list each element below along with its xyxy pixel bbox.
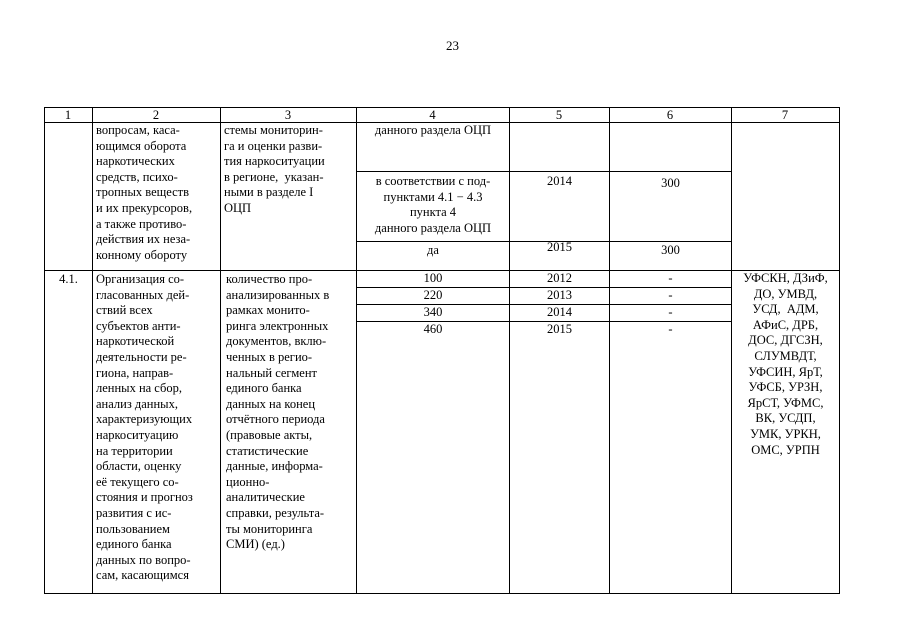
value-cell: 340 — [423, 305, 443, 319]
year-cell: 2015 — [547, 240, 572, 254]
value-cell: 300 — [661, 243, 680, 257]
continued-description: вопросам, каса- ющимся оборота наркотических средств, психо- тропных веществ и их прекурсоров, а также противо- действия их неза- конному обороту — [96, 123, 193, 262]
column-header: 6 — [666, 108, 674, 122]
column-divider — [220, 107, 221, 594]
column-divider — [44, 107, 45, 594]
year-cell: 2015 — [547, 322, 572, 336]
page-number: 23 — [446, 38, 459, 53]
value-cell: 220 — [423, 288, 443, 302]
column-header: 5 — [555, 108, 563, 122]
value-cell: 460 — [423, 322, 443, 336]
table-bottom-border — [44, 593, 840, 594]
funding-cell: - — [668, 288, 673, 302]
value-cell: 300 — [661, 176, 680, 190]
funding-cell: - — [668, 322, 673, 336]
column-divider — [839, 107, 840, 594]
indicator-cell: данного раздела ОЦП — [374, 123, 492, 137]
funding-cell: - — [668, 305, 673, 319]
column-divider — [92, 107, 93, 594]
indicator-cell: в соответствии с под- пунктами 4.1 − 4.3 пункта 4 данного раздела ОЦП — [374, 174, 492, 235]
document-table — [44, 107, 840, 593]
column-header: 7 — [781, 108, 789, 122]
item-number: 4.1. — [59, 272, 78, 286]
item-description: Организация со- гласованных дей- ствий всех субъектов анти- наркотической деятельности ре- гиона, направ- ленных на сбор, анализ данных, характеризующих наркоситуацию на территории области, оценку её текущего со- стояния и прогноз развития с ис- пользованием единого банка данных по вопро- сам, касающимся — [96, 272, 193, 583]
column-header: 4 — [429, 108, 436, 122]
year-cell: 2014 — [547, 174, 572, 188]
executors-list: УФСКН, ДЗиФ, ДО, УМВД, УСД, АДМ, АФиС, ДРБ, ДОС, ДГСЗН, СЛУМВДТ, УФСИН, ЯрТ, УФСБ, УРЗН, ЯрСТ, УФМС, ВК, УСДП, УМК, УРКН, ОМС, УРПН — [743, 271, 828, 457]
column-header: 3 — [284, 108, 292, 122]
year-cell: 2012 — [547, 271, 572, 285]
row-divider — [356, 171, 731, 172]
value-cell: 100 — [423, 271, 443, 285]
indicator-cell: да — [427, 243, 439, 257]
year-cell: 2013 — [547, 288, 572, 302]
funding-cell: - — [668, 271, 673, 285]
column-header: 2 — [152, 108, 160, 122]
year-cell: 2014 — [547, 305, 572, 319]
item-indicator-name: количество про- анализированных в рамках монито- ринга электронных документов, вклю- ченных в регио- нальный сегмент единого банка данных на конец отчётного периода (правовые акты, статистические данные, информа- ционно- аналитические справки, результа- ты мониторинга СМИ) (ед.) — [226, 272, 330, 552]
continued-indicator-name: стемы мониторин- га и оценки разви- тия наркоситуации в регионе, указан- ными в разделе I ОЦП — [224, 123, 325, 215]
column-header: 1 — [64, 108, 72, 122]
